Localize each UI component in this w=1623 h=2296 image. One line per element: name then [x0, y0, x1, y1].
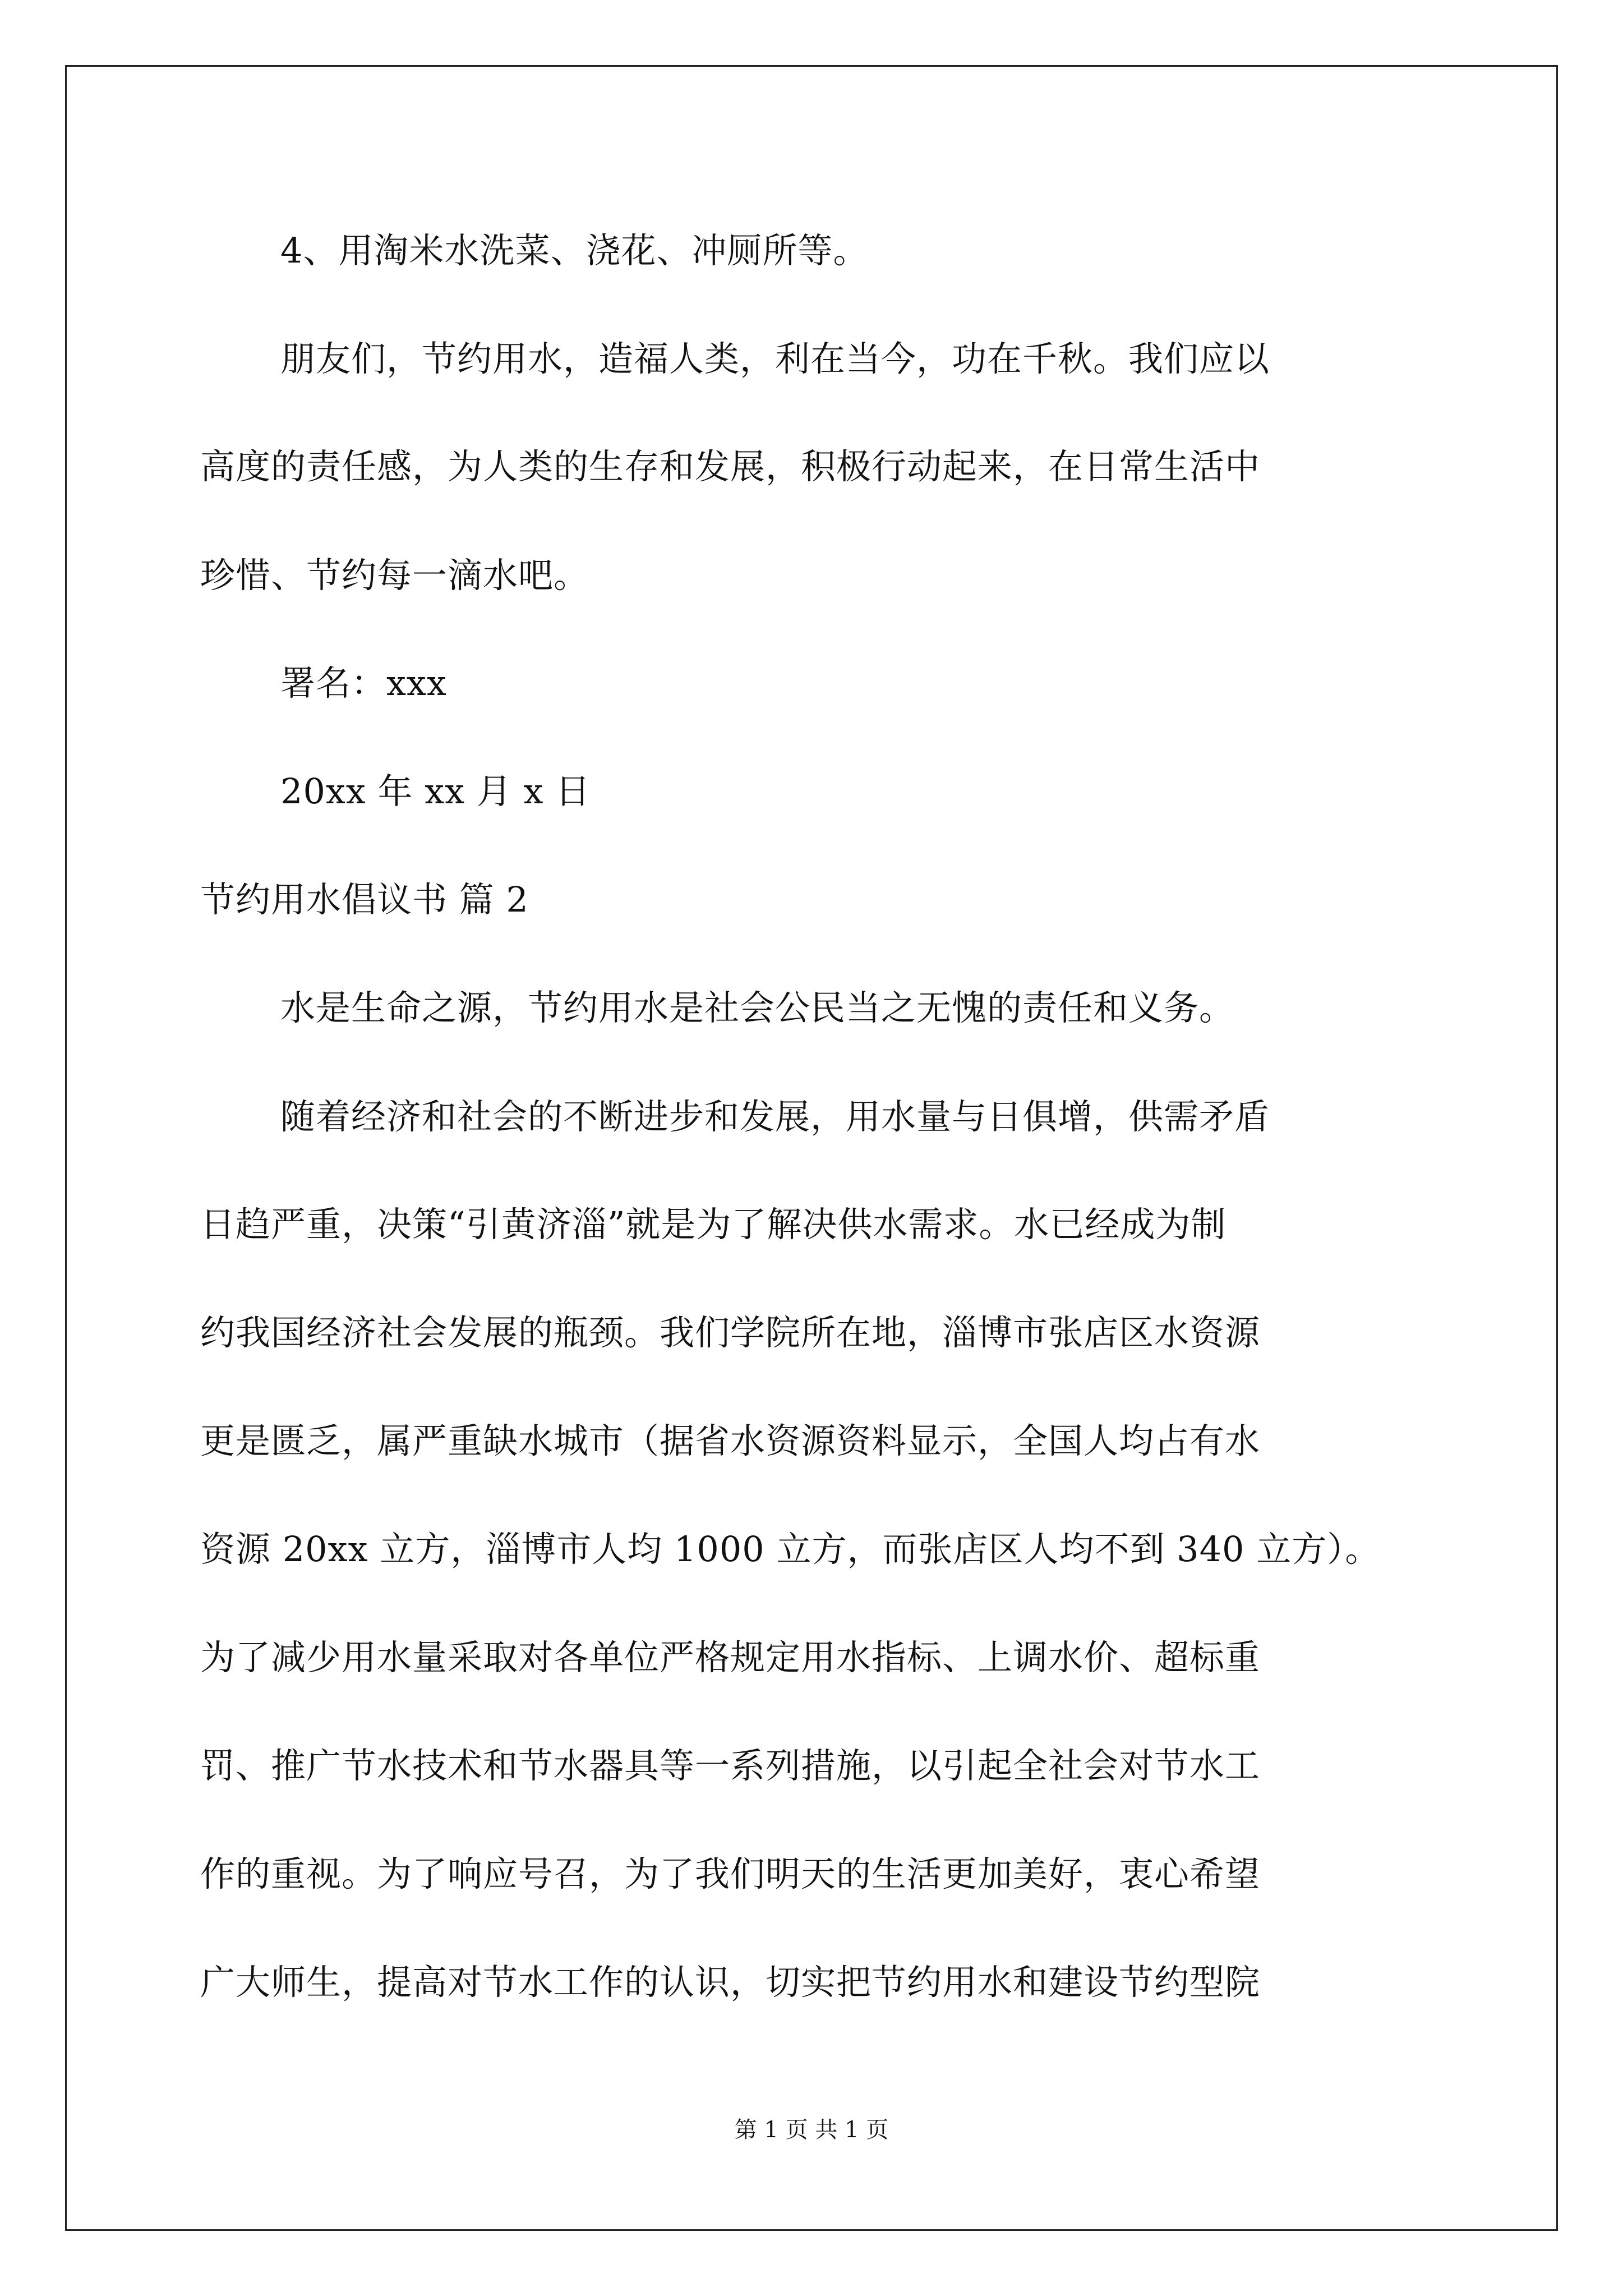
text-line-8: 水是生命之源，节约用水是社会公民当之无愧的责任和义务。 [280, 987, 1235, 1028]
text-line-3: 高度的责任感，为人类的生存和发展，积极行动起来，在日常生活中 [200, 446, 1261, 487]
text-line-17: 广大师生，提高对节水工作的认识，切实把节约用水和建设节约型院 [200, 1962, 1261, 2003]
text-line-15: 罚、推广节水技术和节水器具等一系列措施，以引起全社会对节水工 [200, 1745, 1261, 1786]
text-line-16: 作的重视。为了响应号召，为了我们明天的生活更加美好，衷心希望 [200, 1853, 1261, 1894]
text-line-11: 约我国经济社会发展的瓶颈。我们学院所在地，淄博市张店区水资源 [200, 1312, 1261, 1353]
text-line-13: 资源 20xx 立方，淄博市人均 1000 立方，而张店区人均不到 340 立方）。 [200, 1529, 1381, 1570]
text-line-1: 4、用淘米水洗菜、浇花、冲厕所等。 [280, 230, 869, 271]
text-line-4: 珍惜、节约每一滴水吧。 [200, 555, 589, 596]
section-heading: 节约用水倡议书 篇 2 [200, 879, 529, 920]
text-line-14: 为了减少用水量采取对各单位严格规定用水指标、上调水价、超标重 [200, 1637, 1261, 1678]
text-line-2: 朋友们，节约用水，造福人类，利在当今，功在千秋。我们应以 [280, 338, 1270, 379]
signature-line: 署名：xxx [280, 662, 447, 703]
page-border [65, 65, 1558, 2231]
text-line-9: 随着经济和社会的不断进步和发展，用水量与日俱增，供需矛盾 [280, 1096, 1270, 1137]
text-line-12: 更是匮乏，属严重缺水城市（据省水资源资料显示，全国人均占有水 [200, 1420, 1261, 1461]
date-line: 20xx 年 xx 月 x 日 [280, 771, 591, 812]
text-line-10: 日趋严重，决策“引黄济淄”就是为了解决供水需求。水已经成为制 [200, 1204, 1227, 1245]
page-footer: 第 1 页 共 1 页 [734, 2117, 889, 2143]
